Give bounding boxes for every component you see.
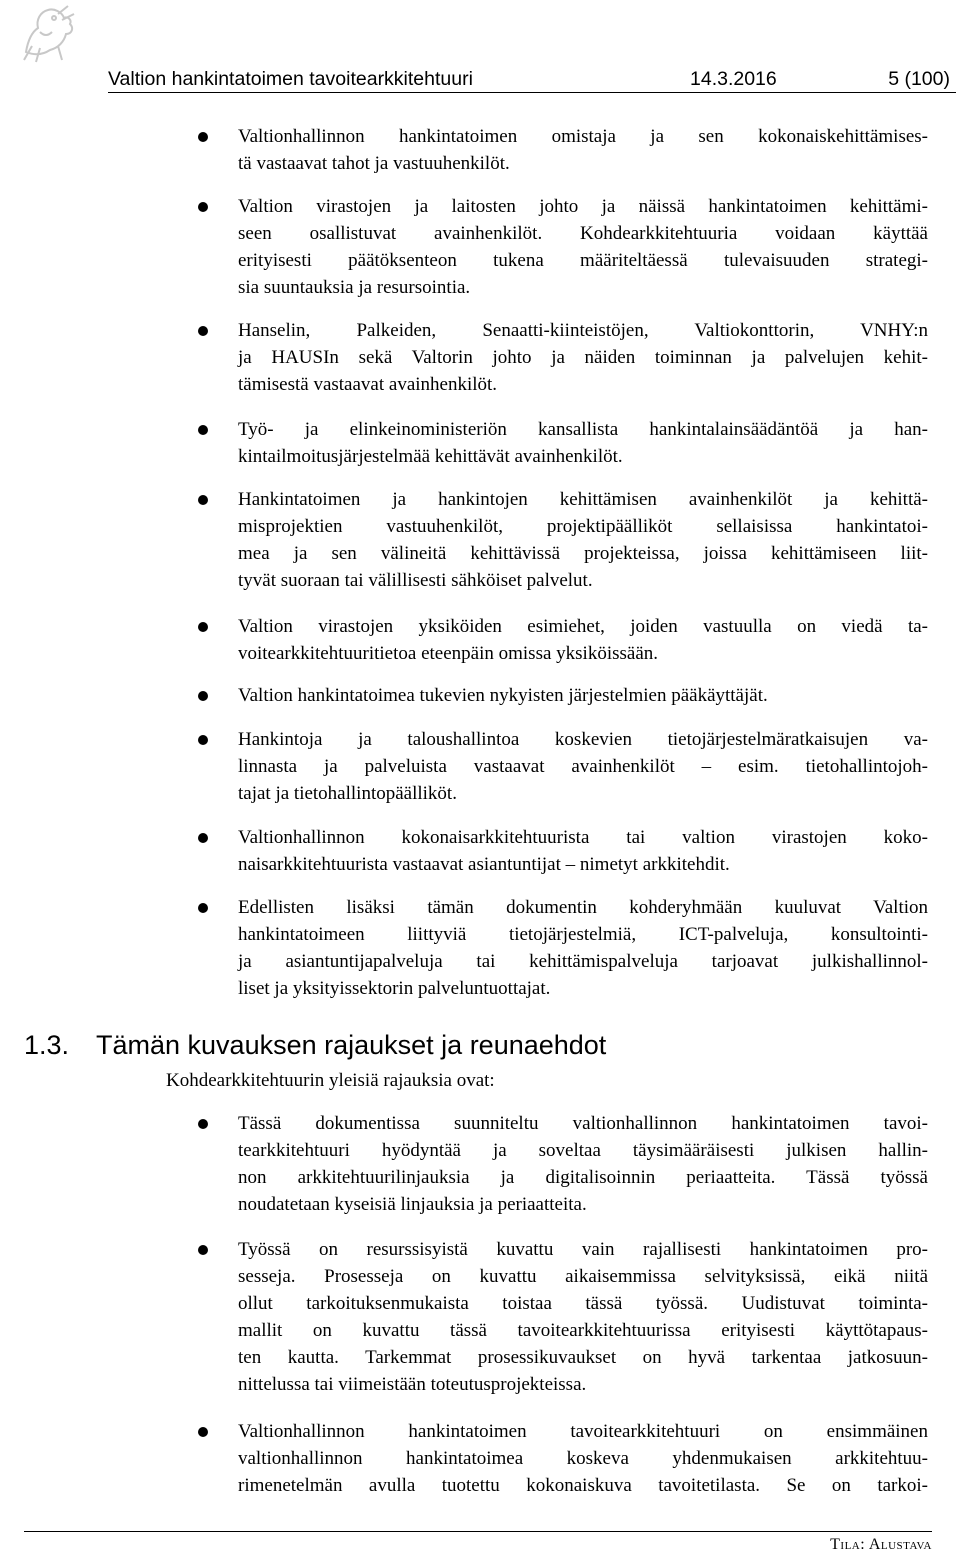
list-item: Hanselin, Palkeiden, Senaatti-kiinteistöjen, Valtiokonttorin, VNHY:n ja HAUSIn sekä Valtorin johto ja näiden toiminnan ja palvelujen kehit- tämisestä vastaavat avainhenkilöt. (238, 320, 928, 395)
list-item: Hankintoja ja taloushallintoa koskevien tietojärjestelmäratkaisujen va- linnasta ja palveluista vastaavat avainhenkilöt – esim. tietohallintojoh- tajat ja tietohallintopäälliköt. (238, 729, 928, 804)
list-item: Valtion virastojen ja laitosten johto ja näissä hankintatoimen kehittämi- seen osallistuvat avainhenkilöt. Kohdearkkitehtuuria voidaan käyttää erityisesti päätöksenteon tukena määriteltäessä tulevaisuuden strategi- sia suuntauksia ja resursointia. (238, 196, 928, 298)
list-item: Työ- ja elinkeinoministeriön kansallista hankintalainsäädäntöä ja han- kintailmoitusjärjestelmää kehittävät avainhenkilöt. (238, 419, 928, 467)
bullet-dot (198, 735, 208, 745)
section-intro: Kohdearkkitehtuurin yleisiä rajauksia ovat: (166, 1070, 495, 1091)
list-item: Valtionhallinnon hankintatoimen omistaja ja sen kokonaiskehittämises- tä vastaavat tahot ja vastuuhenkilöt. (238, 126, 928, 174)
list-item: Hankintatoimen ja hankintojen kehittämisen avainhenkilöt ja kehittä- misprojektien vastuuhenkilöt, projektipäälliköt sellaisissa hankintatoi- mea ja sen välineitä kehittävissä projekteissa, joissa kehittämiseen liit- tyvät suoraan tai välillisesti sähköiset palvelut. (238, 489, 928, 591)
page-number: 5 (100) (888, 68, 950, 90)
bullet-dot (198, 425, 208, 435)
document-date: 14.3.2016 (690, 68, 777, 90)
bullet-dot (198, 903, 208, 913)
finnish-lion-coat-of-arms-logo (18, 2, 78, 64)
list-item: Valtionhallinnon hankintatoimen tavoitearkkitehtuuri on ensimmäinen valtionhallinnon hankintatoimea koskeva yhdenmukaisen arkkitehtuu- rimenetelmän avulla tuotettu kokonaiskuva tavoitetilasta. Se on tarkoi- (238, 1421, 928, 1496)
bullet-dot (198, 1245, 208, 1255)
bullet-dot (198, 202, 208, 212)
document-status: Tila: Alustava (830, 1536, 932, 1553)
list-item: Tässä dokumentissa suunniteltu valtionhallinnon hankintatoimen tavoi- tearkkitehtuuri hyödyntää ja soveltaa täysimääräisesti julkisen hallin- non arkkitehtuurilinjauksia ja digitalisoinnin periaatteita. Tässä työssä noudatetaan kyseisiä linjauksia ja periaatteita. (238, 1113, 928, 1215)
document-title: Valtion hankintatoimen tavoitearkkitehtuuri (108, 68, 473, 90)
bullet-dot (198, 833, 208, 843)
list-item: Valtion virastojen yksiköiden esimiehet, joiden vastuulla on viedä ta- voitearkkitehtuuritietoa eteenpäin omissa yksiköissään. (238, 616, 928, 664)
bullet-dot (198, 622, 208, 632)
bullet-dot (198, 691, 208, 701)
bullet-dot (198, 1119, 208, 1129)
page-header (108, 64, 956, 93)
list-item: Työssä on resurssisyistä kuvattu vain rajallisesti hankintatoimen pro- sesseja. Prosesseja on kuvattu aikaisemmissa selvityksissä, eikä niitä ollut tarkoituksenmukaista toistaa tässä työssä. Uudistuvat toiminta- mallit on kuvattu tässä tavoitearkkitehtuurissa erityisesti käyttötapaus- ten kautta. Tarkemmat prosessikuvaukset on hyvä tarkentaa jatkosuun- nittelussa tai viimeistään toteutusprojekteissa. (238, 1239, 928, 1395)
list-item: Valtionhallinnon kokonaisarkkitehtuurista tai valtion virastojen koko- naisarkkitehtuurista vastaavat asiantuntijat – nimetyt arkkitehdit. (238, 827, 928, 875)
footer-divider (24, 1531, 932, 1532)
list-item: Edellisten lisäksi tämän dokumentin kohderyhmään kuuluvat Valtion hankintatoimeen liittyviä tietojärjestelmiä, ICT-palveluja, konsultointi- ja asiantuntijapalveluja tai kehittämispalveluja tarjoavat julkishallinnol- liset ja yksityissektorin palveluntuottajat. (238, 897, 928, 999)
bullet-dot (198, 326, 208, 336)
bullet-dot (198, 495, 208, 505)
bullet-dot (198, 1427, 208, 1437)
section-number: 1.3. (24, 1030, 70, 1060)
section-title: Tämän kuvauksen rajaukset ja reunaehdot (96, 1030, 607, 1060)
bullet-dot (198, 132, 208, 142)
list-item: Valtion hankintatoimea tukevien nykyisten järjestelmien pääkäyttäjät. (238, 685, 768, 706)
